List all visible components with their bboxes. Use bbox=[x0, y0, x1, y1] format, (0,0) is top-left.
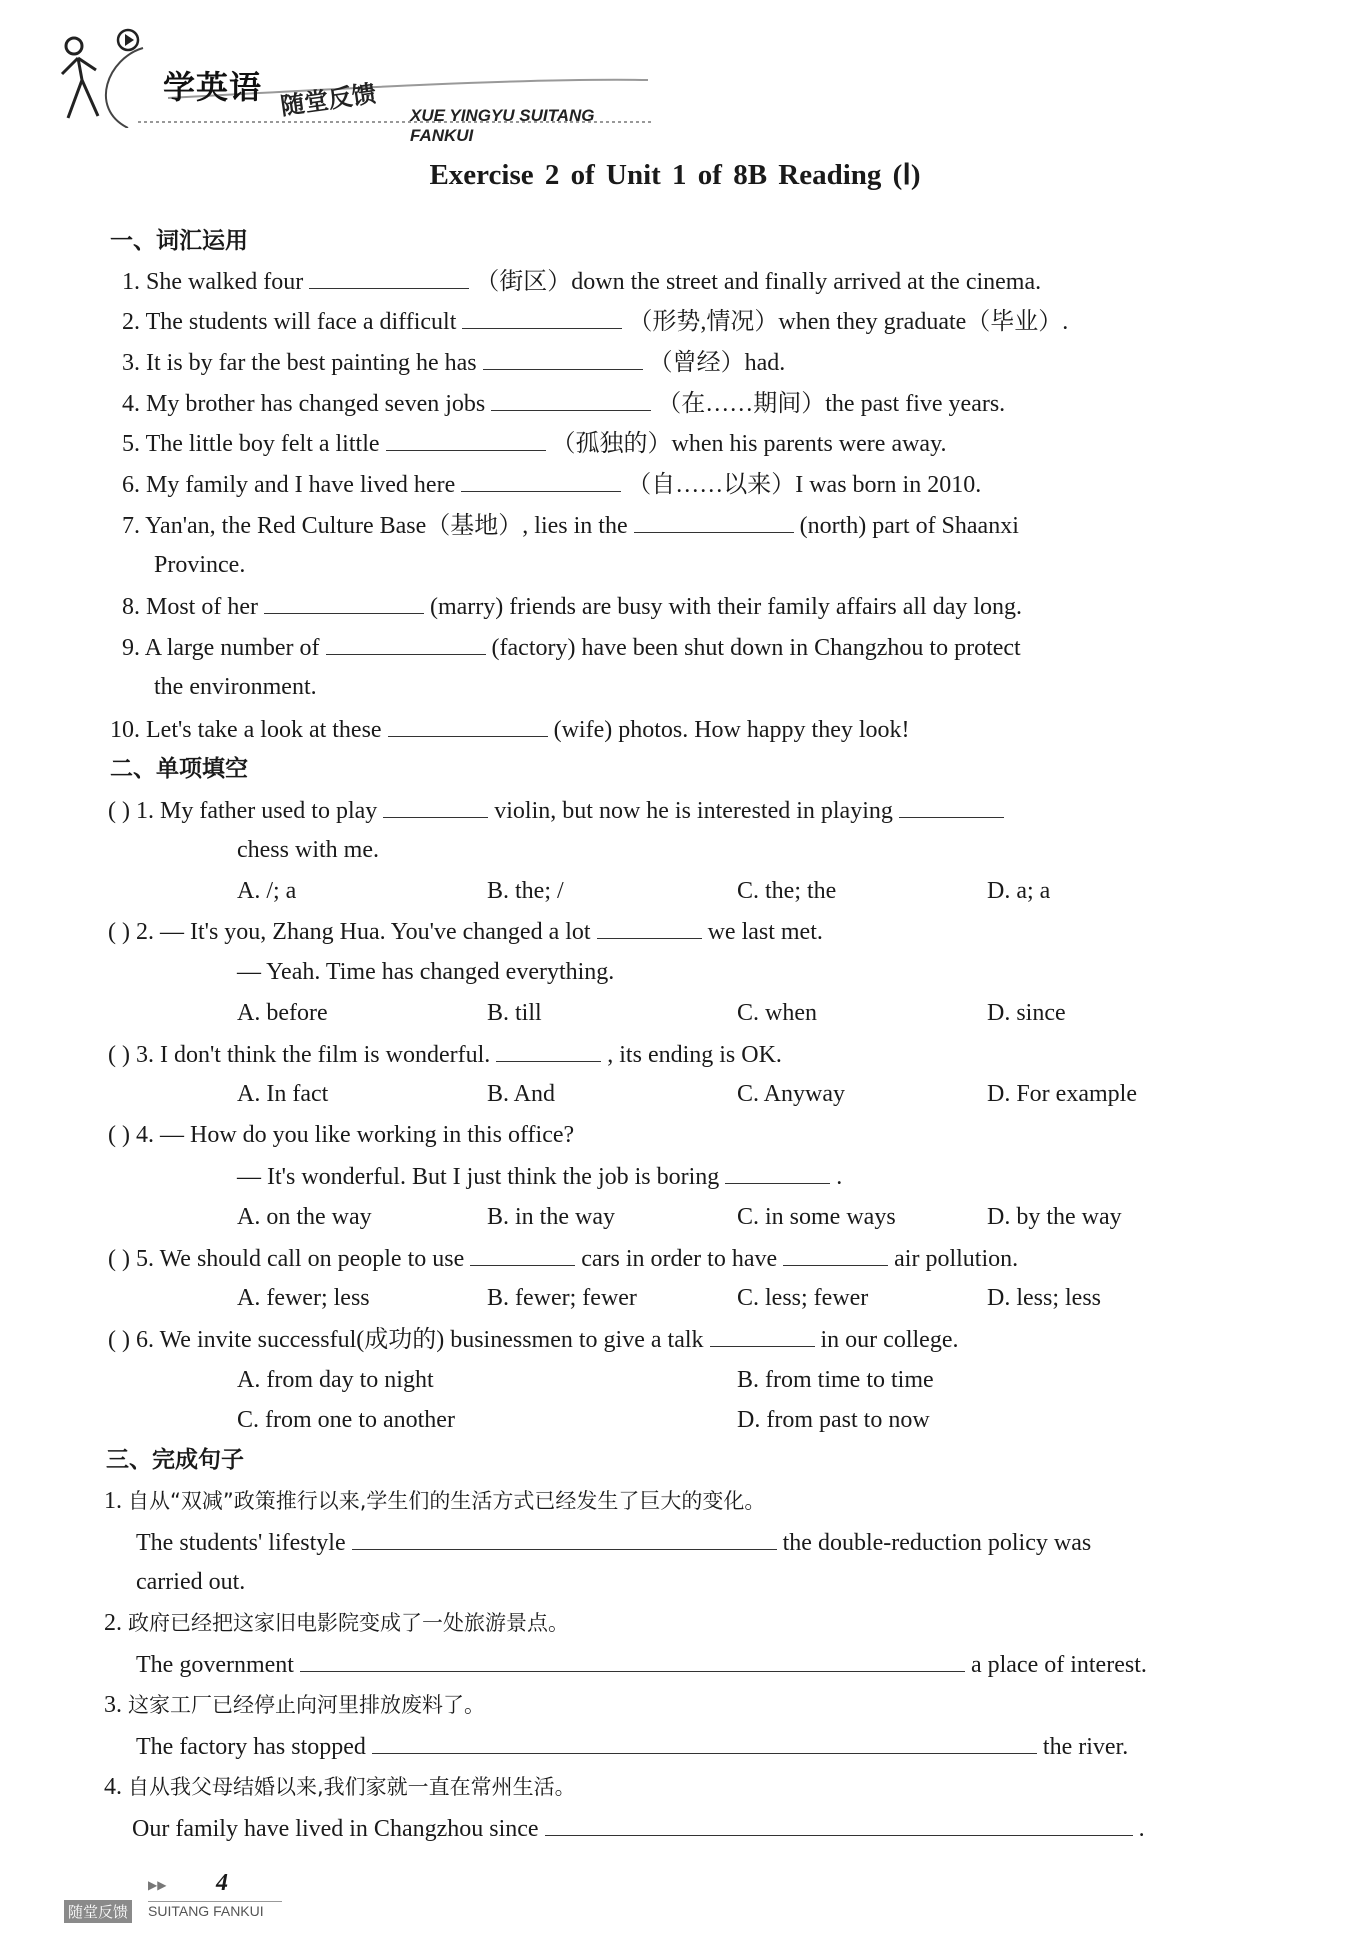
section1-heading: 一、词汇运用 bbox=[110, 228, 248, 254]
option-b[interactable]: B. from time to time bbox=[737, 1367, 934, 1393]
page-footer bbox=[62, 1870, 282, 1930]
option-b[interactable]: B. the; / bbox=[487, 878, 564, 904]
header-title-cn: 学英语 bbox=[163, 68, 263, 106]
item-number: 1. bbox=[122, 269, 140, 295]
translation-1-cn: 1. 自从“双减”政策推行以来,学生们的生活方式已经发生了巨大的变化。 bbox=[104, 1488, 766, 1514]
translation-1-cont: carried out. bbox=[136, 1569, 246, 1595]
option-d[interactable]: D. less; less bbox=[987, 1285, 1101, 1311]
translation-4-en: Our family have lived in Changzhou since . bbox=[132, 1813, 1145, 1844]
translation-3-cn: 3. 这家工厂已经停止向河里排放废料了。 bbox=[104, 1692, 485, 1718]
answer-blank[interactable] bbox=[725, 1161, 830, 1184]
option-c[interactable]: C. less; fewer bbox=[737, 1285, 869, 1311]
answer-blank[interactable] bbox=[386, 428, 546, 451]
option-c[interactable]: C. from one to another bbox=[237, 1407, 455, 1433]
translation-2-cn: 2. 政府已经把这家旧电影院变成了一处旅游景点。 bbox=[104, 1610, 569, 1636]
answer-blank[interactable] bbox=[634, 510, 794, 533]
translation-3-en: The factory has stopped the river. bbox=[136, 1731, 1128, 1762]
mc-question-5: ( ) 5. We should call on people to use cars in order to have air pollution. bbox=[108, 1243, 1018, 1274]
translation-2-en: The government a place of interest. bbox=[136, 1649, 1147, 1680]
vocab-item-7-cont: Province. bbox=[154, 552, 246, 578]
vocab-item-9: 9. A large number of (factory) have been shut down in Changzhou to protect bbox=[122, 632, 1021, 663]
answer-blank[interactable] bbox=[462, 306, 622, 329]
mc-question-2-cont: — Yeah. Time has changed everything. bbox=[237, 959, 615, 985]
mc-question-1: ( ) 1. My father used to play violin, but now he is interested in playing bbox=[108, 795, 1010, 826]
answer-blank[interactable] bbox=[783, 1243, 888, 1266]
arrow-icon: ▶▶ bbox=[148, 1878, 167, 1892]
answer-blank[interactable] bbox=[483, 347, 643, 370]
vocab-item-5: 5. The little boy felt a little （孤独的）when his parents were away. bbox=[122, 428, 947, 459]
answer-blank[interactable] bbox=[597, 916, 702, 939]
option-b[interactable]: B. till bbox=[487, 1000, 542, 1026]
header-subtitle-cn: 随堂反馈 bbox=[278, 79, 378, 121]
exercise-title: Exercise 2 of Unit 1 of 8B Reading (Ⅰ) bbox=[429, 159, 921, 191]
page-header bbox=[48, 18, 658, 145]
answer-blank[interactable] bbox=[491, 388, 651, 411]
header-title-en: XUE YINGYU SUITANG FANKUI bbox=[410, 106, 595, 145]
answer-bracket[interactable]: ( ) bbox=[108, 798, 130, 824]
answer-blank[interactable] bbox=[388, 714, 548, 737]
section3-heading: 三、完成句子 bbox=[106, 1447, 244, 1473]
option-a[interactable]: A. /; a bbox=[237, 878, 297, 904]
option-d[interactable]: D. from past to now bbox=[737, 1407, 930, 1433]
option-d[interactable]: D. by the way bbox=[987, 1204, 1122, 1230]
mc-question-4: ( ) 4. — How do you like working in this office? bbox=[108, 1122, 575, 1148]
answer-blank[interactable] bbox=[496, 1039, 601, 1062]
option-c[interactable]: C. the; the bbox=[737, 878, 837, 904]
option-c[interactable]: C. Anyway bbox=[737, 1081, 845, 1107]
answer-blank[interactable] bbox=[300, 1649, 965, 1672]
option-d[interactable]: D. since bbox=[987, 1000, 1066, 1026]
vocab-item-3: 3. It is by far the best painting he has （曾经）had. bbox=[122, 347, 785, 378]
page-number: 4 bbox=[216, 1870, 228, 1896]
footer-tag: 随堂反馈 bbox=[64, 1900, 132, 1923]
answer-blank[interactable] bbox=[309, 266, 469, 289]
option-d[interactable]: D. For example bbox=[987, 1081, 1137, 1107]
option-b[interactable]: B. in the way bbox=[487, 1204, 615, 1230]
option-c[interactable]: C. when bbox=[737, 1000, 817, 1026]
mc-question-2: ( ) 2. — It's you, Zhang Hua. You've changed a lot we last met. bbox=[108, 916, 823, 947]
footer-en-label: SUITANG FANKUI bbox=[148, 1903, 264, 1919]
mc-question-1-cont: chess with me. bbox=[237, 837, 379, 863]
option-b[interactable]: B. And bbox=[487, 1081, 556, 1107]
answer-blank[interactable] bbox=[899, 795, 1004, 818]
option-c[interactable]: C. in some ways bbox=[737, 1204, 896, 1230]
vocab-item-9-cont: the environment. bbox=[154, 674, 317, 700]
translation-4-cn: 4. 自从我父母结婚以来,我们家就一直在常州生活。 bbox=[104, 1774, 576, 1800]
translation-1-en: The students' lifestyle the double-reduction policy was bbox=[136, 1527, 1091, 1558]
answer-blank[interactable] bbox=[461, 469, 621, 492]
option-a[interactable]: A. on the way bbox=[237, 1204, 372, 1230]
vocab-item-8: 8. Most of her (marry) friends are busy with their family affairs all day long. bbox=[122, 591, 1022, 622]
option-a[interactable]: A. from day to night bbox=[237, 1367, 434, 1393]
answer-blank[interactable] bbox=[264, 591, 424, 614]
option-a[interactable]: A. before bbox=[237, 1000, 328, 1026]
vocab-item-10: 10. Let's take a look at these (wife) photos. How happy they look! bbox=[110, 714, 910, 745]
section2-heading: 二、单项填空 bbox=[110, 756, 248, 782]
answer-blank[interactable] bbox=[326, 632, 486, 655]
answer-blank[interactable] bbox=[372, 1731, 1037, 1754]
vocab-item-4: 4. My brother has changed seven jobs （在……期间）the past five years. bbox=[122, 388, 1005, 419]
option-b[interactable]: B. fewer; fewer bbox=[487, 1285, 637, 1311]
answer-blank[interactable] bbox=[352, 1527, 777, 1550]
vocab-item-1: 1. She walked four （街区）down the street and finally arrived at the cinema. bbox=[122, 266, 1041, 297]
vocab-item-7: 7. Yan'an, the Red Culture Base（基地）, lies in the (north) part of Shaanxi bbox=[122, 510, 1019, 541]
vocab-item-2: 2. The students will face a difficult （形势,情况）when they graduate（毕业）. bbox=[122, 306, 1068, 337]
mc-question-4-line2: — It's wonderful. But I just think the job is boring . bbox=[237, 1161, 842, 1192]
answer-blank[interactable] bbox=[545, 1813, 1133, 1836]
answer-blank[interactable] bbox=[710, 1324, 815, 1347]
option-d[interactable]: D. a; a bbox=[987, 878, 1051, 904]
mc-question-3: ( ) 3. I don't think the film is wonderful. , its ending is OK. bbox=[108, 1039, 782, 1070]
footer-divider bbox=[148, 1901, 282, 1902]
mc-question-6: ( ) 6. We invite successful(成功的) businessmen to give a talk in our college. bbox=[108, 1324, 958, 1355]
answer-blank[interactable] bbox=[383, 795, 488, 818]
answer-blank[interactable] bbox=[470, 1243, 575, 1266]
option-a[interactable]: A. fewer; less bbox=[237, 1285, 370, 1311]
option-a[interactable]: A. In fact bbox=[237, 1081, 329, 1107]
vocab-item-6: 6. My family and I have lived here （自……以来）I was born in 2010. bbox=[122, 469, 981, 500]
